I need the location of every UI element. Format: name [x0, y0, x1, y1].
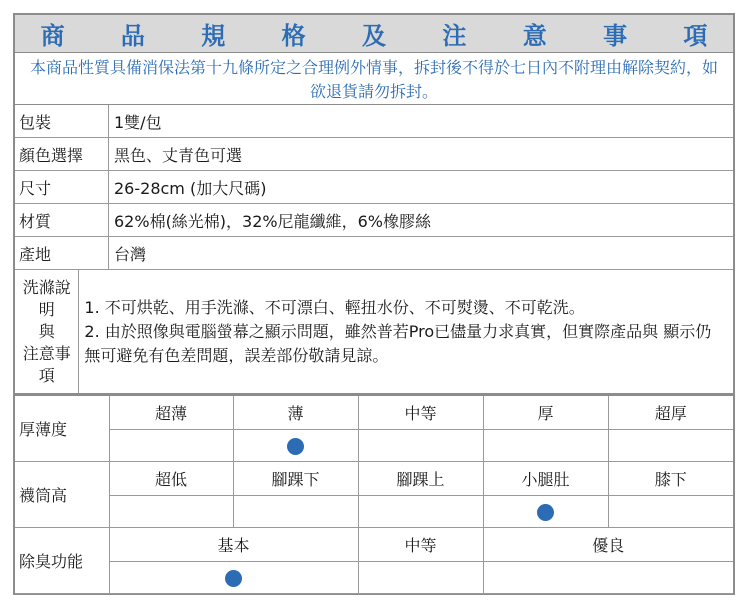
care-item: 1. 不可烘乾、用手洗滌、不可漂白、輕扭水份、不可熨燙、不可乾洗。 — [84, 297, 585, 317]
marker-cell — [358, 430, 483, 462]
care-text — [79, 296, 733, 368]
spec-row-packaging — [15, 105, 733, 138]
care-item: 2. 由於照像與電腦螢幕之顯示問題，雖然普若Pro已儘量力求真實，但實際產品與 顯示仍無可避免有色差問題，誤差部份敬請見諒。 — [84, 321, 712, 365]
spec-row-color — [15, 138, 733, 171]
scale-marker-row — [15, 562, 733, 594]
scale-label: 襪筒高 — [15, 462, 109, 528]
spec-value: 26-28cm (加大尺碼) — [114, 178, 267, 198]
scale-option: 超低 — [109, 462, 233, 496]
scale-marker-row — [15, 430, 733, 462]
scale-row-sock-height — [15, 462, 733, 496]
marker-cell — [608, 496, 733, 528]
scale-marker-row — [15, 496, 733, 528]
scale-option: 小腿肚 — [483, 462, 608, 496]
spec-label: 產地 — [15, 237, 109, 269]
marker-cell — [358, 496, 483, 528]
marker-cell — [109, 496, 233, 528]
care-label-line: 注意事項 — [22, 343, 71, 385]
spec-value: 黑色、丈青色可選 — [114, 145, 243, 165]
care-label — [15, 270, 79, 393]
scale-option: 厚 — [483, 396, 608, 430]
spec-value: 台灣 — [114, 244, 147, 264]
scale-option: 膝下 — [608, 462, 733, 496]
page-title: 商 品 規 格 及 注 意 事 項 — [15, 15, 733, 53]
spec-sheet — [13, 13, 735, 595]
scale-label: 除臭功能 — [15, 528, 109, 594]
marker-cell — [608, 430, 733, 462]
spec-row-size — [15, 171, 733, 204]
scale-option: 優良 — [483, 528, 733, 562]
spec-label: 顏色選擇 — [15, 138, 109, 170]
spec-label: 尺寸 — [15, 171, 109, 203]
scale-row-deodorize — [15, 528, 733, 562]
spec-value: 1雙/包 — [114, 112, 162, 132]
selected-dot-icon — [287, 438, 304, 455]
scale-row-thickness — [15, 396, 733, 430]
scale-option: 腳踝上 — [358, 462, 483, 496]
marker-cell — [109, 562, 358, 594]
care-instructions-row — [15, 270, 733, 393]
spec-row-origin — [15, 237, 733, 270]
scale-label: 厚薄度 — [15, 396, 109, 462]
scale-option: 薄 — [233, 396, 358, 430]
marker-cell — [358, 562, 483, 594]
selected-dot-icon — [537, 504, 554, 521]
scale-option: 基本 — [109, 528, 358, 562]
marker-cell — [483, 496, 608, 528]
marker-cell — [233, 496, 358, 528]
spec-value: 62%棉(絲光棉)，32%尼龍纖維，6%橡膠絲 — [114, 211, 431, 231]
spec-label: 包裝 — [15, 105, 109, 137]
scale-option: 腳踝下 — [233, 462, 358, 496]
attribute-scale-table — [15, 396, 733, 594]
selected-dot-icon — [225, 570, 242, 587]
care-label-line: 與 — [38, 321, 55, 341]
scale-option: 中等 — [358, 396, 483, 430]
spec-row-material — [15, 204, 733, 237]
scale-option: 超厚 — [608, 396, 733, 430]
scale-option: 中等 — [358, 528, 483, 562]
marker-cell — [233, 430, 358, 462]
spec-label: 材質 — [15, 204, 109, 236]
scale-option: 超薄 — [109, 396, 233, 430]
care-label-line: 洗滌說明 — [22, 277, 71, 319]
marker-cell — [483, 562, 733, 594]
return-policy-notice: 本商品性質具備消保法第十九條所定之合理例外情事，拆封後不得於七日內不附理由解除契約，如欲退貨請勿拆封。 — [15, 53, 733, 105]
marker-cell — [109, 430, 233, 462]
marker-cell — [483, 430, 608, 462]
